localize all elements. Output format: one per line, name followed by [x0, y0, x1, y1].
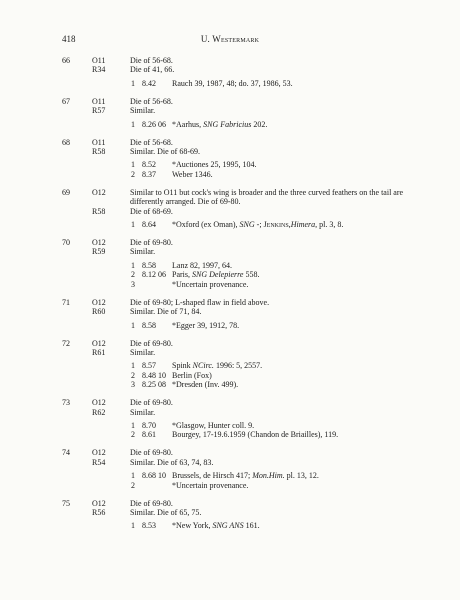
- catalogue-entry: [62, 138, 422, 180]
- specimen-weight: 8.26 06: [142, 119, 166, 129]
- specimen-number: 1: [131, 420, 135, 430]
- reference-text: *New York,: [172, 521, 213, 531]
- catalogue-entry: [62, 499, 422, 531]
- die-code: O12: [92, 187, 106, 197]
- specimen-number: 3: [131, 380, 135, 390]
- die-line: [62, 398, 422, 407]
- specimen-number: 1: [131, 320, 135, 330]
- die-line: [62, 499, 422, 508]
- reference-title: Mon.Him.: [252, 471, 285, 481]
- die-code: O12: [92, 448, 106, 458]
- die-description: Die of 68-69.: [130, 206, 173, 216]
- reference-title: NCirc.: [192, 361, 214, 371]
- reference-title: SNG ANS: [212, 521, 244, 531]
- catalogue-entry: [62, 398, 422, 440]
- specimen-row: [62, 270, 422, 279]
- die-line: [62, 147, 422, 156]
- reference-text: -;: [254, 220, 264, 230]
- die-line: [62, 65, 422, 74]
- specimen-row: [62, 521, 422, 530]
- die-code: R58: [92, 147, 106, 157]
- page-number: 418: [62, 34, 76, 44]
- specimen-row: [62, 261, 422, 270]
- specimen-row: [62, 160, 422, 169]
- die-description: Similar.: [130, 407, 156, 417]
- die-code: O12: [92, 498, 106, 508]
- die-description: Die of 69-80.: [130, 338, 173, 348]
- specimen-weight: 8.68 10: [142, 471, 166, 481]
- specimen-number: 1: [131, 361, 135, 371]
- die-description: Die of 69-80.: [130, 238, 173, 248]
- specimen-reference: [172, 361, 262, 370]
- specimen-reference: Berlin (Fox): [172, 370, 212, 380]
- specimen-reference: *Uncertain provenance.: [172, 480, 249, 490]
- specimen-weight: 8.58: [142, 320, 156, 330]
- die-code: R57: [92, 106, 106, 116]
- specimen-reference: *Uncertain provenance.: [172, 279, 249, 289]
- specimen-weight: 8.42: [142, 78, 156, 88]
- specimen-reference: [172, 521, 260, 530]
- specimen-row: [62, 79, 422, 88]
- die-line: [62, 106, 422, 115]
- reference-text: , pl. 3, 8.: [315, 220, 344, 230]
- die-description: Similar.: [130, 106, 156, 116]
- specimen-reference: *Dresden (Inv. 499).: [172, 380, 239, 390]
- reference-author: Jenkins,: [263, 220, 291, 230]
- die-description: Similar. Die of 63, 74, 83.: [130, 457, 214, 467]
- die-code: O12: [92, 297, 106, 307]
- die-description: Die of 69-80; L-shaped flaw in field above.: [130, 297, 270, 307]
- die-code: O11: [92, 56, 106, 65]
- specimen-reference: *Auctiones 25, 1995, 104.: [172, 160, 257, 170]
- reference-text: Spink: [172, 361, 193, 371]
- reference-text: 161.: [243, 521, 260, 531]
- die-line: [62, 307, 422, 316]
- specimen-number: 2: [131, 270, 135, 280]
- specimen-row: [62, 280, 422, 289]
- reference-title: SNG: [239, 220, 255, 230]
- specimen-row: [62, 120, 422, 129]
- die-description: Similar.: [130, 347, 156, 357]
- specimen-number: 1: [131, 119, 135, 129]
- die-line: [62, 508, 422, 517]
- die-line: [62, 408, 422, 417]
- catalogue-entry: [62, 339, 422, 390]
- reference-text: *Oxford (ex Oman),: [172, 220, 240, 230]
- specimen-number: 1: [131, 521, 135, 531]
- specimen-number: 2: [131, 430, 135, 440]
- specimen-weight: 8.12 06: [142, 270, 166, 280]
- running-header-author: U. Westermark: [200, 34, 260, 44]
- reference-title: SNG Fabricius: [203, 119, 252, 129]
- die-description: Die of 69-80.: [130, 498, 173, 508]
- specimen-row: [62, 481, 422, 490]
- die-code: O11: [92, 137, 106, 147]
- die-line: [62, 238, 422, 247]
- entry-number: 72: [62, 338, 70, 348]
- reference-title: Himera: [290, 220, 316, 230]
- catalogue-entries: [62, 56, 422, 539]
- specimen-row: [62, 321, 422, 330]
- die-description: Similar. Die of 65, 75.: [130, 507, 202, 517]
- specimen-number: 1: [131, 78, 135, 88]
- die-code: R60: [92, 307, 106, 317]
- specimen-row: [62, 430, 422, 439]
- specimen-number: 1: [131, 220, 135, 230]
- catalogue-entry: [62, 238, 422, 289]
- specimen-row: [62, 361, 422, 370]
- specimen-weight: 8.70: [142, 420, 156, 430]
- die-line: [62, 207, 422, 216]
- die-line: [62, 97, 422, 106]
- die-code: O12: [92, 398, 106, 408]
- specimen-reference: Weber 1346.: [172, 169, 213, 179]
- reference-title: SNG Delepierre: [192, 270, 244, 280]
- specimen-weight: 8.64: [142, 220, 156, 230]
- specimen-number: 1: [131, 160, 135, 170]
- die-code: R56: [92, 507, 106, 517]
- die-description: Similar to O11 but cock's wing is broader and the three curved feathers on the tail are differently arranged. Die of 69-80.: [130, 187, 404, 207]
- entry-number: 74: [62, 448, 70, 458]
- die-description: Die of 41, 66.: [130, 65, 175, 75]
- entry-number: 67: [62, 96, 70, 106]
- catalogue-entry: [62, 298, 422, 330]
- die-code: O12: [92, 338, 106, 348]
- specimen-reference: Bourgey, 17-19.6.1959 (Chandon de Briailles), 119.: [172, 430, 339, 440]
- die-description: Die of 56-68.: [130, 56, 173, 65]
- specimen-reference: Rauch 39, 1987, 48; do. 37, 1986, 53.: [172, 78, 293, 88]
- specimen-weight: 8.25 08: [142, 380, 166, 390]
- specimen-row: [62, 220, 422, 229]
- reference-text: *Aarhus,: [172, 119, 204, 129]
- die-line: [62, 298, 422, 307]
- die-description: Similar. Die of 71, 84.: [130, 307, 202, 317]
- specimen-number: 1: [131, 260, 135, 270]
- die-code: R58: [92, 206, 106, 216]
- specimen-reference: *Egger 39, 1912, 78.: [172, 320, 240, 330]
- entry-number: 69: [62, 187, 70, 197]
- specimen-number: 2: [131, 169, 135, 179]
- die-line: [62, 339, 422, 348]
- specimen-number: 3: [131, 279, 135, 289]
- entry-number: 73: [62, 398, 70, 408]
- die-line: [62, 458, 422, 467]
- entry-number: 68: [62, 137, 70, 147]
- die-line: [62, 138, 422, 147]
- specimen-row: [62, 380, 422, 389]
- reference-text: 558.: [243, 270, 260, 280]
- die-description: Similar.: [130, 247, 156, 257]
- entry-number: 66: [62, 56, 70, 65]
- specimen-row: [62, 170, 422, 179]
- specimen-reference: [172, 220, 343, 229]
- specimen-reference: [172, 471, 319, 480]
- die-code: R34: [92, 65, 106, 75]
- specimen-reference: [172, 120, 267, 129]
- die-code: O11: [92, 96, 106, 106]
- specimen-number: 1: [131, 471, 135, 481]
- specimen-weight: 8.61: [142, 430, 156, 440]
- die-line: [62, 247, 422, 256]
- die-description: Die of 69-80.: [130, 448, 173, 458]
- specimen-row: [62, 371, 422, 380]
- specimen-weight: 8.57: [142, 361, 156, 371]
- die-code: R62: [92, 407, 106, 417]
- die-description: Die of 56-68.: [130, 137, 173, 147]
- specimen-reference: Lanz 82, 1997, 64.: [172, 260, 232, 270]
- die-line: [62, 188, 422, 207]
- entry-number: 70: [62, 238, 70, 248]
- die-line: [62, 56, 422, 65]
- specimen-weight: 8.48 10: [142, 370, 166, 380]
- specimen-weight: 8.58: [142, 260, 156, 270]
- catalogue-entry: [62, 97, 422, 129]
- die-description: Similar. Die of 68-69.: [130, 147, 200, 157]
- reference-text: Brussels, de Hirsch 417;: [172, 471, 253, 481]
- die-code: R54: [92, 457, 106, 467]
- die-code: O12: [92, 238, 106, 248]
- specimen-weight: 8.37: [142, 169, 156, 179]
- specimen-reference: [172, 270, 259, 279]
- die-code: R59: [92, 247, 106, 257]
- catalogue-entry: [62, 188, 422, 230]
- specimen-weight: 8.53: [142, 521, 156, 531]
- specimen-number: 2: [131, 480, 135, 490]
- reference-text: Paris,: [172, 270, 192, 280]
- specimen-row: [62, 471, 422, 480]
- reference-text: pl. 13, 12.: [284, 471, 319, 481]
- specimen-number: 2: [131, 370, 135, 380]
- specimen-reference: *Glasgow, Hunter coll. 9.: [172, 420, 255, 430]
- die-code: R61: [92, 347, 106, 357]
- die-description: Die of 56-68.: [130, 96, 173, 106]
- reference-text: 1996: 5, 2557.: [213, 361, 263, 371]
- reference-text: 202.: [251, 119, 268, 129]
- catalogue-entry: [62, 448, 422, 490]
- die-line: [62, 448, 422, 457]
- specimen-row: [62, 421, 422, 430]
- die-line: [62, 348, 422, 357]
- catalogue-entry: [62, 56, 422, 88]
- die-description: Die of 69-80.: [130, 398, 173, 408]
- specimen-weight: 8.52: [142, 160, 156, 170]
- entry-number: 71: [62, 297, 70, 307]
- entry-number: 75: [62, 498, 70, 508]
